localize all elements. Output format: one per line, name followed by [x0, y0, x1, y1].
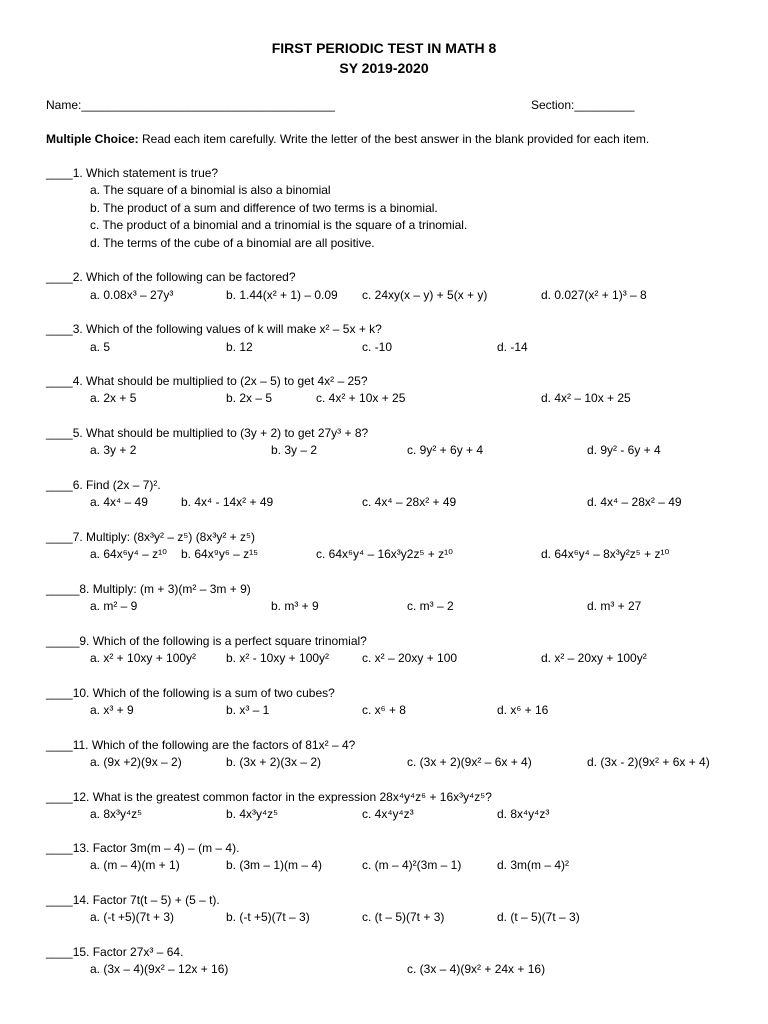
- instructions: [46, 132, 649, 147]
- q11-option-b: b. (3x + 2)(3x – 2): [226, 755, 322, 769]
- q5-option-b: b. 3y – 2: [271, 443, 318, 457]
- q7-option-a: a. 64x⁶y⁴ – z¹⁰: [90, 547, 167, 561]
- q11-option-c: c. (3x + 2)(9x² – 6x + 4): [407, 755, 532, 769]
- q8-option-a: a. m² – 9: [90, 599, 138, 613]
- q3-option-c: c. -10: [362, 340, 393, 354]
- q2-option-d: d. 0.027(x² + 1)³ – 8: [541, 288, 647, 302]
- q9-option-a: a. x² + 10xy + 100y²: [90, 651, 197, 665]
- q13-option-d: d. 3m(m – 4)²: [497, 858, 570, 872]
- question-15[interactable]: ____15. Factor 27x³ – 64.: [46, 945, 184, 959]
- q5-option-a: a. 3y + 2: [90, 443, 137, 457]
- q11-option-a: a. (9x +2)(9x – 2): [90, 755, 182, 769]
- q9-option-c: c. x² – 20xy + 100: [362, 651, 458, 665]
- q4-option-c: c. 4x² + 10x + 25: [316, 391, 406, 405]
- q3-option-d: d. -14: [497, 340, 528, 354]
- q8-option-d: d. m³ + 27: [587, 599, 642, 613]
- q1-option-b: b. The product of a sum and difference of two terms is a binomial.: [90, 201, 438, 215]
- q9-option-d: d. x² – 20xy + 100y²: [541, 651, 647, 665]
- q6-option-a: a. 4x⁴ – 49: [90, 495, 148, 509]
- q7-option-d: d. 64x⁶y⁴ – 8x³y²z⁵ + z¹⁰: [541, 547, 670, 561]
- q5-option-c: c. 9y² + 6y + 4: [407, 443, 484, 457]
- q1-option-d: d. The terms of the cube of a binomial are all positive.: [90, 236, 375, 250]
- q9-option-b: b. x² - 10xy + 100y²: [226, 651, 330, 665]
- q6-option-c: c. 4x⁴ – 28x² + 49: [362, 495, 457, 509]
- q13-option-b: b. (3m – 1)(m – 4): [226, 858, 323, 872]
- question-10[interactable]: ____10. Which of the following is a sum of two cubes?: [46, 686, 335, 700]
- q12-option-a: a. 8x³y⁴z⁵: [90, 807, 143, 821]
- q8-option-b: b. m³ + 9: [271, 599, 319, 613]
- q5-option-d: d. 9y² - 6y + 4: [587, 443, 661, 457]
- q2-option-b: b. 1.44(x² + 1) – 0.09: [226, 288, 338, 302]
- q12-option-b: b. 4x³y⁴z⁵: [226, 807, 279, 821]
- question-14[interactable]: ____14. Factor 7t(t – 5) + (5 – t).: [46, 893, 220, 907]
- q1-option-a: a. The square of a binomial is also a binomial: [90, 183, 331, 197]
- question-7[interactable]: ____7. Multiply: (8x³y² – z⁵) (8x³y² + z⁵): [46, 530, 255, 544]
- q14-option-d: d. (t – 5)(7t – 3): [497, 910, 580, 924]
- test-title: FIRST PERIODIC TEST IN MATH 8: [271, 40, 497, 56]
- q4-option-b: b. 2x – 5: [226, 391, 273, 405]
- q3-option-b: b. 12: [226, 340, 253, 354]
- q12-option-d: d. 8x⁴y⁴z³: [497, 807, 550, 821]
- q6-option-b: b. 4x⁴ - 14x² + 49: [181, 495, 274, 509]
- q7-option-b: b. 64x⁹y⁶ – z¹⁵: [181, 547, 259, 561]
- q11-option-d: d. (3x - 2)(9x² + 6x + 4): [587, 755, 710, 769]
- instructions-text: Read each item carefully. Write the letter of the best answer in the blank provided for each item.: [138, 132, 650, 146]
- q1-option-c: c. The product of a binomial and a trinomial is the square of a trinomial.: [90, 218, 468, 232]
- question-5[interactable]: ____5. What should be multiplied to (3y + 2) to get 27y³ + 8?: [46, 426, 369, 440]
- question-3[interactable]: ____3. Which of the following values of k will make x² – 5x + k?: [46, 322, 382, 336]
- q14-option-b: b. (-t +5)(7t – 3): [226, 910, 310, 924]
- q15-option-c: c. (3x – 4)(9x² + 24x + 16): [407, 962, 546, 976]
- q7-option-c: c. 64x⁶y⁴ – 16x³y2z⁵ + z¹⁰: [316, 547, 453, 561]
- q14-option-a: a. (-t +5)(7t + 3): [90, 910, 175, 924]
- q2-option-a: a. 0.08x³ – 27y³: [90, 288, 174, 302]
- instructions-label: Multiple Choice:: [46, 132, 139, 146]
- q6-option-d: d. 4x⁴ – 28x² – 49: [587, 495, 682, 509]
- q10-option-a: a. x³ + 9: [90, 703, 134, 717]
- q13-option-c: c. (m – 4)²(3m – 1): [362, 858, 462, 872]
- q4-option-a: a. 2x + 5: [90, 391, 137, 405]
- question-1[interactable]: ____1. Which statement is true?: [46, 166, 219, 180]
- q10-option-b: b. x³ – 1: [226, 703, 270, 717]
- name-field[interactable]: Name:______________________________________: [46, 98, 335, 112]
- q14-option-c: c. (t – 5)(7t + 3): [362, 910, 445, 924]
- question-8[interactable]: _____8. Multiply: (m + 3)(m² – 3m + 9): [46, 582, 251, 596]
- q10-option-d: d. x⁶ + 16: [497, 703, 549, 717]
- q8-option-c: c. m³ – 2: [407, 599, 454, 613]
- question-6[interactable]: ____6. Find (2x – 7)².: [46, 478, 161, 492]
- school-year: SY 2019-2020: [339, 60, 429, 76]
- question-2[interactable]: ____2. Which of the following can be factored?: [46, 270, 296, 284]
- q3-option-a: a. 5: [90, 340, 111, 354]
- section-field[interactable]: Section:_________: [531, 98, 635, 112]
- q10-option-c: c. x⁶ + 8: [362, 703, 406, 717]
- question-13[interactable]: ____13. Factor 3m(m – 4) – (m – 4).: [46, 841, 240, 855]
- q2-option-c: c. 24xy(x – y) + 5(x + y): [362, 288, 488, 302]
- q15-option-a: a. (3x – 4)(9x² – 12x + 16): [90, 962, 229, 976]
- q12-option-c: c. 4x⁴y⁴z³: [362, 807, 414, 821]
- q13-option-a: a. (m – 4)(m + 1): [90, 858, 180, 872]
- question-12[interactable]: ____12. What is the greatest common factor in the expression 28x⁴y⁴z⁶ + 16x³y⁴z⁵?: [46, 790, 492, 804]
- q4-option-d: d. 4x² – 10x + 25: [541, 391, 631, 405]
- question-11[interactable]: ____11. Which of the following are the factors of 81x² – 4?: [46, 738, 356, 752]
- question-9[interactable]: _____9. Which of the following is a perfect square trinomial?: [46, 634, 367, 648]
- question-4[interactable]: ____4. What should be multiplied to (2x – 5) to get 4x² – 25?: [46, 374, 368, 388]
